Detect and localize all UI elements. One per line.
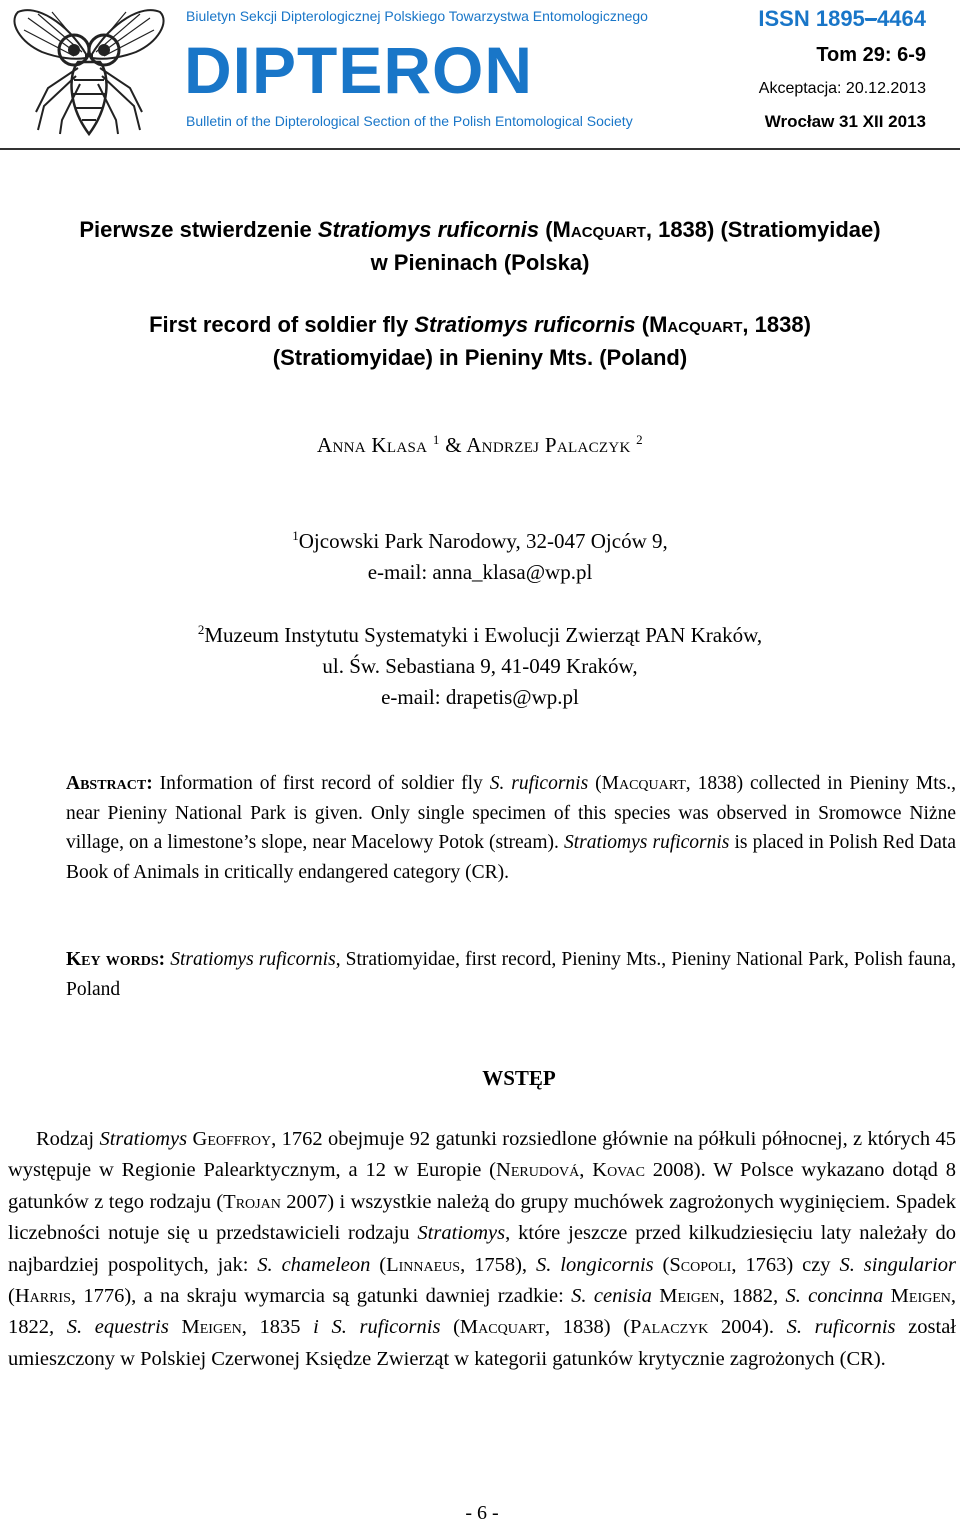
- affiliation-1: $^1$Ojcowski Park Narodowy, 32-047 Ojców 9, e-mail: anna_klasa@wp.pl: [292, 528, 668, 584]
- email-link-2[interactable]: e-mail: drapetis@wp.pl: [381, 685, 579, 709]
- page-number: - 6 -: [465, 1502, 499, 1524]
- abstract: Abstract: Information of first record of soldier fly S. ruficornis (Macquart, 1838) collected in Pieniny Mts., near Pieniny National Park is given. Only single specimen of this species was observed in Sromowce Niżne village, on a limestone’s slope, near Macelowy Potok (stream). Stratiomys ruficornis is placed in Polish Red Data Book of Animals in critically endangered category (CR).: [66, 773, 956, 883]
- volume-info: Tom 29: 6-9: [816, 44, 926, 66]
- title-english: First record of soldier fly Stratiomys ruficornis (Macquart, 1838) (Stratiomyidae) in Pieniny Mts. (Poland): [149, 312, 811, 370]
- header-divider: [0, 148, 960, 150]
- email-link-1[interactable]: e-mail: anna_klasa@wp.pl: [367, 560, 593, 584]
- title-polish: Pierwsze stwierdzenie Stratiomys ruficornis (Macquart, 1838) (Stratiomyidae) w Pieninach (Polska): [79, 217, 881, 275]
- journal-header: [0, 0, 960, 150]
- society-name-en: Bulletin of the Dipterological Section of the Polish Entomological Society: [186, 113, 633, 129]
- acceptance-date: Akceptacja: 20.12.2013: [758, 80, 926, 97]
- authors: Anna Klasa $^1$ & Andrzej Palaczyk $^2$: [317, 432, 643, 457]
- affiliation-2: $^2$Muzeum Instytutu Systematyki i Ewolucji Zwierząt PAN Kraków, ul. Św. Sebastiana 9, 41-049 Kraków, e-mail: drapetis@wp.pl: [197, 622, 763, 709]
- introduction-paragraph: Rodzaj Stratiomys Geoffroy, 1762 obejmuje 92 gatunki rozsiedlone głównie na półkuli północnej, z których 45 występuje w Regionie Palearktycznym, a 12 w Europie (Nerudová, Kovac 2008). W Polsce wykazano dotąd 8 gatunków z tego rodzaju (Trojan 2007) i wszystkie należą do grupy muchówek zagrożonych wyginięciem. Spadek liczebności notuje się u przedstawicieli rodzaju Stratiomys, które jeszcze przed kilkudziesięciu laty należały do najbardziej pospolitych, jak: S. chameleon (Linnaeus, 1758), S. longicornis (Scopoli, 1763) czy S. singularior (Harris, 1776), a na skraju wymarcia są gatunki dawniej rzadkie: S. cenisia Meigen, 1882, S. concinna Meigen, 1822, S. equestris Meigen, 1835 i S. ruficornis (Macquart, 1838) (Palaczyk 2004). S. ruficornis został umieszczony w Polskiej Czerwonej Księdze Zwierząt w kategorii gatunków krytycznie zagrożonych (CR).: [8, 1128, 957, 1370]
- keywords: Key words: Stratiomys ruficornis, Stratiomyidae, first record, Pieniny Mts., Pieniny National Park, Polish fauna, Poland: [66, 949, 956, 1000]
- issn: ISSN 1895–4464: [758, 6, 926, 31]
- society-name-pl: Biuletyn Sekcji Dipterologicznej Polskiego Towarzystwa Entomologicznego: [186, 8, 648, 24]
- publication-place-date: Wrocław 31 XII 2013: [764, 112, 926, 131]
- section-heading: WSTĘP: [482, 1066, 556, 1090]
- journal-title: DIPTERON: [184, 33, 534, 107]
- fly-logo-icon: [8, 2, 170, 136]
